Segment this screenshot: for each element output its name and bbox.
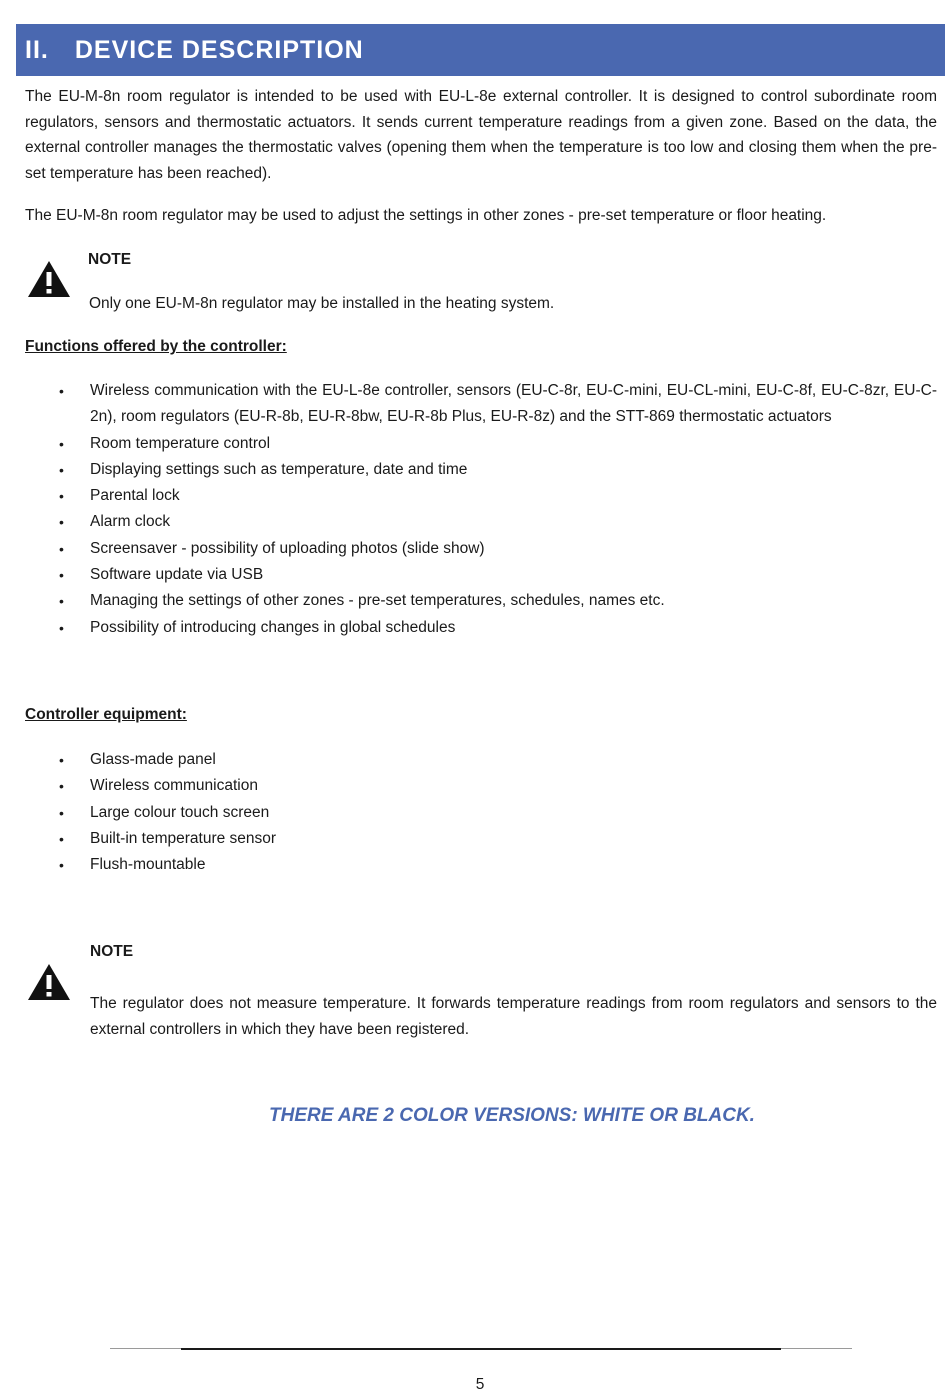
list-item: • Parental lock <box>59 487 180 505</box>
note-text: The regulator does not measure temperature. It forwards temperature readings from room regulators and sensors to the external controllers in which they have been registered. <box>90 995 937 1038</box>
note-text: Only one EU-M-8n regulator may be installed in the heating system. <box>89 295 555 312</box>
list-item: • Glass-made panel <box>59 751 216 768</box>
list-item: • Wireless communication <box>59 777 258 795</box>
equipment-heading: Controller equipment: <box>25 706 187 723</box>
color-versions-callout: THERE ARE 2 COLOR VERSIONS: WHITE OR BLACK. <box>269 1105 755 1126</box>
footer-divider-accent <box>181 1348 781 1350</box>
list-item: • Possibility of introducing changes in global schedules <box>59 618 456 636</box>
functions-heading: Functions offered by the controller: <box>25 338 287 355</box>
intro-paragraph: The EU-M-8n room regulator is intended to be used with EU-L-8e external controller. It is designed to control subordinate room regulators, sensors and thermostatic actuators. It sends current temperature readings from a given zone. Based on the data, the external controller manages the thermostatic valves (opening them when the temperature is too low and closing them when the pre-set temperature has been reached). <box>25 88 937 182</box>
section-header <box>16 24 945 76</box>
page-number: 5 <box>475 1376 485 1393</box>
section-number: II. <box>25 35 49 64</box>
functions-list <box>0 378 937 641</box>
section-title: DEVICE DESCRIPTION <box>74 35 364 64</box>
warning-icon <box>26 259 72 299</box>
note-label: NOTE <box>88 251 132 268</box>
list-item: • Built-in temperature sensor <box>59 829 277 847</box>
list-item: • Managing the settings of other zones - pre-set temperatures, schedules, names etc. <box>59 592 665 610</box>
list-item: • Room temperature control <box>59 434 271 452</box>
note-label: NOTE <box>90 943 134 960</box>
list-item: • Large colour touch screen <box>59 803 270 821</box>
list-item: • Flush-mountable <box>59 856 206 874</box>
list-item: • Software update via USB <box>59 566 264 584</box>
second-paragraph: The EU-M-8n room regulator may be used to adjust the settings in other zones - pre-set temperature or floor heating. <box>25 207 827 224</box>
list-item: • Displaying settings such as temperature, date and time <box>59 460 468 478</box>
list-item: • Alarm clock <box>59 513 171 531</box>
equipment-list <box>0 747 937 878</box>
list-item: • Screensaver - possibility of uploading photos (slide show) <box>59 539 485 557</box>
list-item: • Wireless communication with the EU-L-8e controller, sensors (EU-C-8r, EU-C-mini, EU-CL-mini, EU-C-8f, EU-C-8zr, EU-C-2n), room regulators (EU-R-8b, EU-R-8bw, EU-R-8b Plus, EU-R-8z) and the STT-869 thermostatic actuators <box>59 382 937 426</box>
warning-icon <box>26 962 72 1002</box>
